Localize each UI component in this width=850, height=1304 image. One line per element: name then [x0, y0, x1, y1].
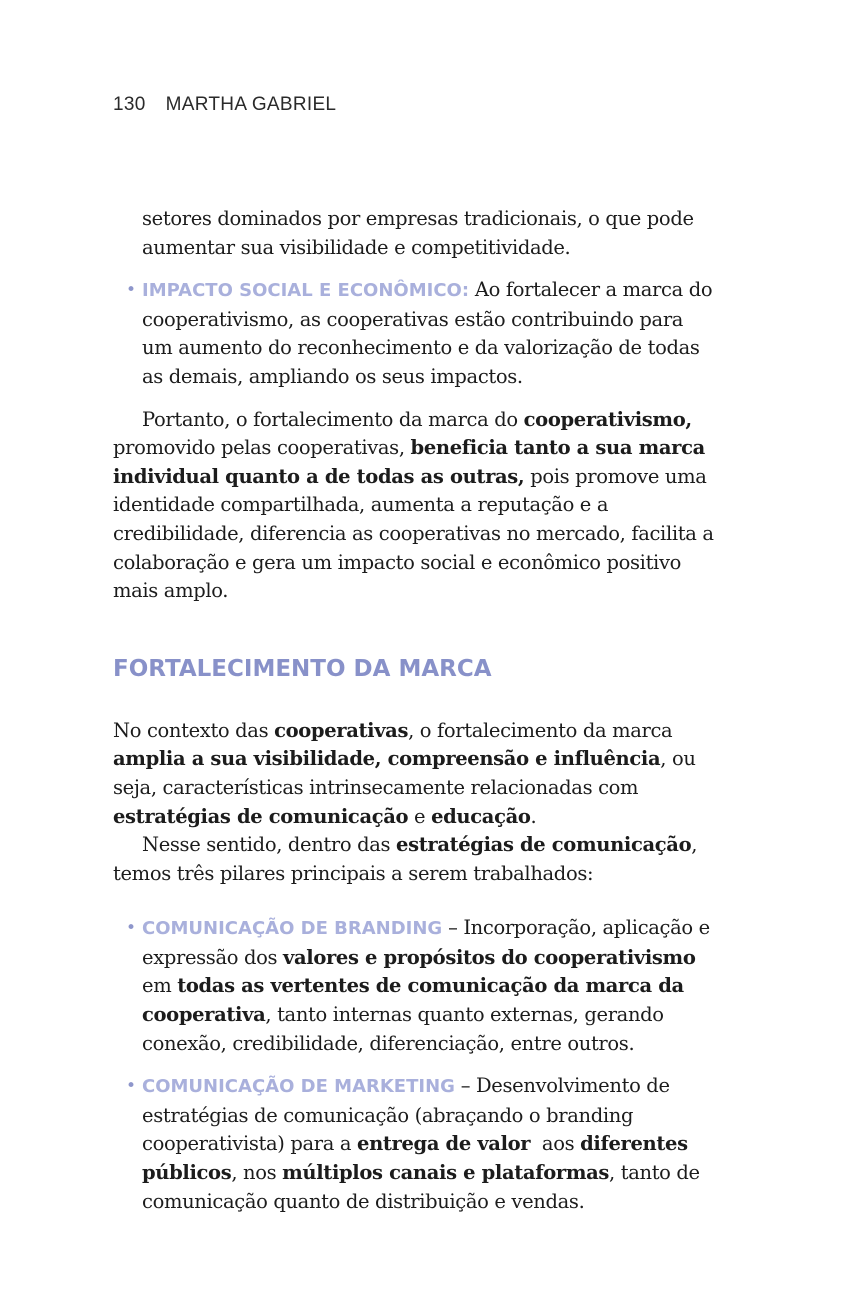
text-run: , tanto internas quanto externas, gerando conexão, credibilidade, diferenciação, entre outros.: [142, 1003, 664, 1055]
bold-run: cooperativas: [274, 718, 409, 742]
text-run: promovido pelas cooperativas,: [113, 436, 411, 460]
text-run: pois promove uma identidade compartilhada, aumenta a reputação e a credibilidade, diferencia as cooperativas no mercado, facilita a colaboração e gera um impacto social e econômico positivo mais amplo.: [113, 464, 714, 603]
bullet-tag: COMUNICAÇÃO DE MARKETING: [142, 1076, 455, 1098]
bold-run: todas as vertentes de comunicação da marca da cooperativa: [142, 974, 684, 1027]
text-run: – Incorporação, aplicação e expressão dos: [142, 916, 710, 969]
text-run: , o fortalecimento da marca: [408, 718, 673, 742]
bold-run: estratégias de comunicação: [113, 804, 409, 828]
paragraph-contexto: [113, 717, 715, 831]
bullet-impacto-social: [113, 276, 715, 391]
bold-run: valores e propósitos do cooperativismo: [283, 945, 696, 969]
text-run: aos: [530, 1132, 581, 1156]
paragraph-nesse-sentido: [113, 831, 715, 888]
bold-run: entrega de valor: [357, 1132, 531, 1156]
continued-paragraph: setores dominados por empresas tradicionais, o que pode aumentar sua visibilidade e competitividade.: [142, 207, 694, 259]
text-run: e: [408, 804, 432, 828]
bullet-comunicacao-marketing: [113, 1072, 715, 1216]
text-run: – Desenvolvimento de estratégias de comunicação (abraçando o branding cooperativista) para a: [142, 1074, 670, 1156]
text-run: .: [530, 804, 537, 828]
page-number: 130: [113, 94, 146, 115]
text-run: , tanto de comunicação quanto de distribuição e vendas.: [142, 1161, 700, 1213]
text-run: Portanto, o fortalecimento da marca do: [142, 407, 524, 431]
bold-run: educação: [431, 804, 531, 828]
bullet-dot-icon: •: [126, 1076, 136, 1097]
text-run: , ou seja, características intrinsecamente relacionadas com: [113, 747, 696, 799]
bold-run: beneficia tanto a sua marca individual quanto a de todas as outras,: [113, 436, 705, 488]
text-run: , nos: [231, 1161, 283, 1185]
bullet-text: Ao fortalecer a marca do cooperativismo, as cooperativas estão contribuindo para um aumento do reconhecimento e da valorização de todas as demais, ampliando os seus impactos.: [142, 278, 713, 388]
text-run: em: [142, 974, 178, 998]
text-run: Nesse sentido, dentro das: [142, 833, 397, 857]
bullet-tag: COMUNICAÇÃO DE BRANDING: [142, 918, 443, 940]
bullet-tag: IMPACTO SOCIAL E ECONÔMICO:: [142, 280, 470, 302]
text-run: , temos três pilares principais a serem trabalhados:: [113, 833, 698, 885]
author-name: MARTHA GABRIEL: [165, 94, 337, 115]
page-body: [113, 205, 715, 1230]
page-header: [113, 94, 336, 116]
bullet-comunicacao-branding: [113, 914, 715, 1058]
text-run: No contexto das: [113, 718, 275, 742]
paragraph-portanto: [113, 406, 715, 606]
section-title: FORTALECIMENTO DA MARCA: [113, 655, 492, 682]
bullet-dot-icon: •: [126, 918, 136, 939]
bold-run: múltiplos canais e plataformas: [282, 1161, 610, 1185]
bold-run: cooperativismo,: [523, 407, 692, 431]
bold-run: estratégias de comunicação: [396, 833, 692, 857]
bold-run: amplia a sua visibilidade, compreensão e influência: [113, 747, 661, 771]
bold-run: diferentes públicos: [142, 1132, 688, 1185]
bullet-dot-icon: •: [126, 280, 136, 301]
